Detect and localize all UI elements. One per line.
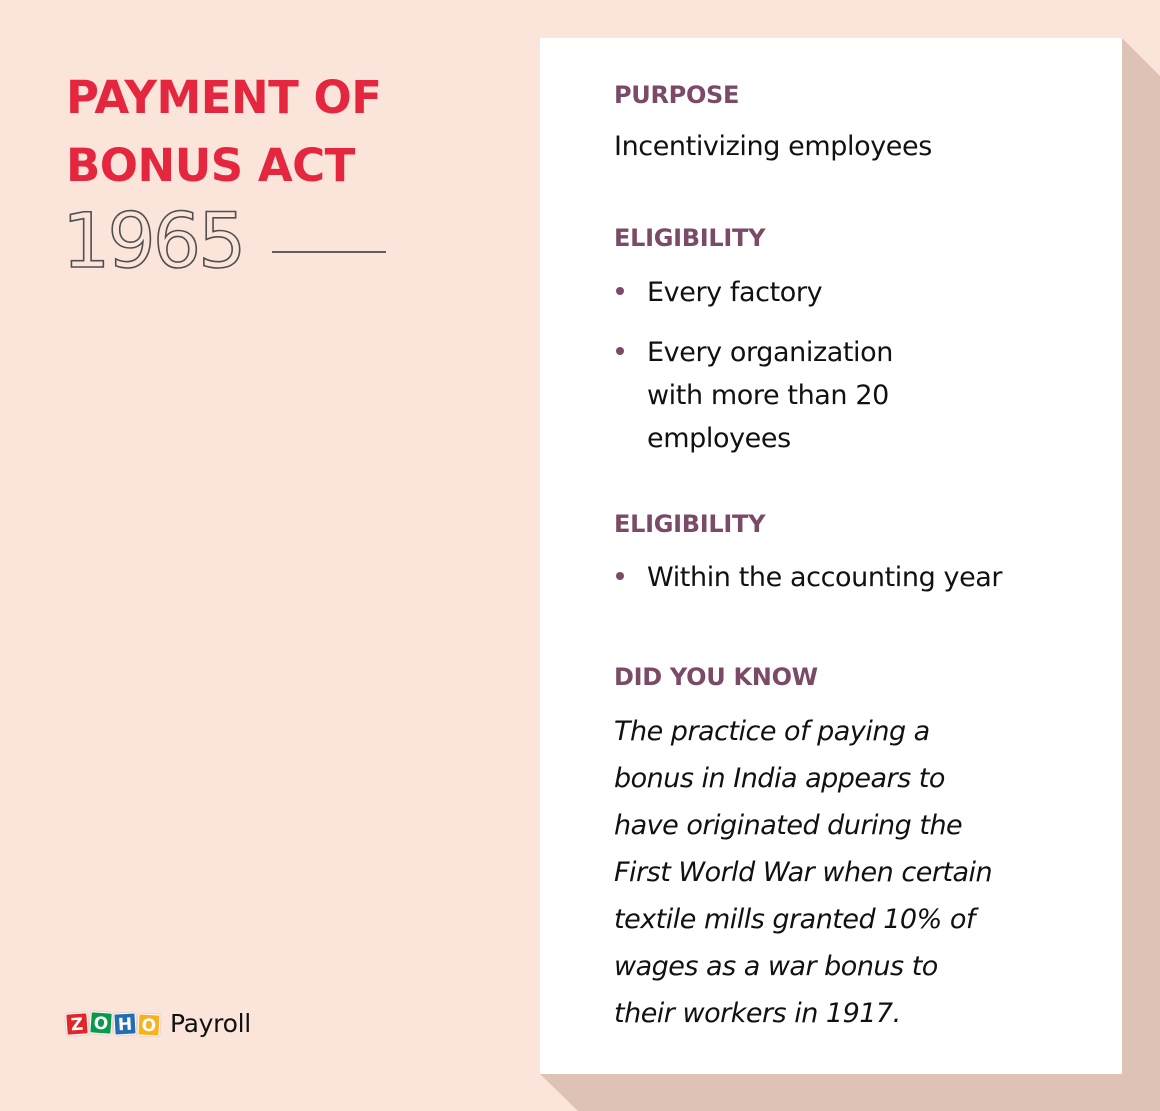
zoho-tile-z: Z bbox=[65, 1012, 88, 1035]
title-line-1: PAYMENT OF bbox=[66, 71, 382, 124]
year-outline: 1965 bbox=[62, 196, 244, 285]
eligibility-item bbox=[614, 276, 1104, 314]
page-title bbox=[66, 64, 382, 200]
bullet-dot bbox=[616, 572, 624, 580]
did-you-know-heading: DID YOU KNOW bbox=[614, 663, 818, 691]
payroll-wordmark: Payroll bbox=[170, 1009, 251, 1038]
eligibility-item-text: Every factory bbox=[647, 277, 823, 308]
eligibility-heading-2: ELIGIBILITY bbox=[614, 510, 766, 538]
year-divider-line bbox=[272, 251, 386, 253]
title-line-2: BONUS ACT bbox=[66, 139, 355, 192]
zoho-payroll-logo bbox=[66, 1007, 251, 1041]
zoho-tile-o-2: O bbox=[137, 1013, 160, 1036]
zoho-tile-o: O bbox=[89, 1011, 112, 1034]
purpose-text: Incentivizing employees bbox=[614, 131, 932, 162]
eligibility-item-text: Every organization with more than 20 employees bbox=[647, 337, 893, 454]
eligibility-item-text: Within the accounting year bbox=[647, 562, 1003, 593]
purpose-heading: PURPOSE bbox=[614, 81, 740, 109]
bullet-dot bbox=[616, 347, 624, 355]
eligibility-item bbox=[614, 561, 1104, 599]
bullet-dot bbox=[616, 287, 624, 295]
did-you-know-text: The practice of paying a bonus in India appears to have originated during the First World War when certain textile mills granted 10% of wages as a war bonus to their workers in 1917. bbox=[614, 716, 993, 1029]
eligibility-item bbox=[614, 336, 1104, 460]
eligibility-heading: ELIGIBILITY bbox=[614, 224, 766, 252]
zoho-logo-icon bbox=[66, 1013, 160, 1035]
info-card bbox=[540, 38, 1122, 1074]
zoho-tile-h: H bbox=[113, 1012, 136, 1035]
